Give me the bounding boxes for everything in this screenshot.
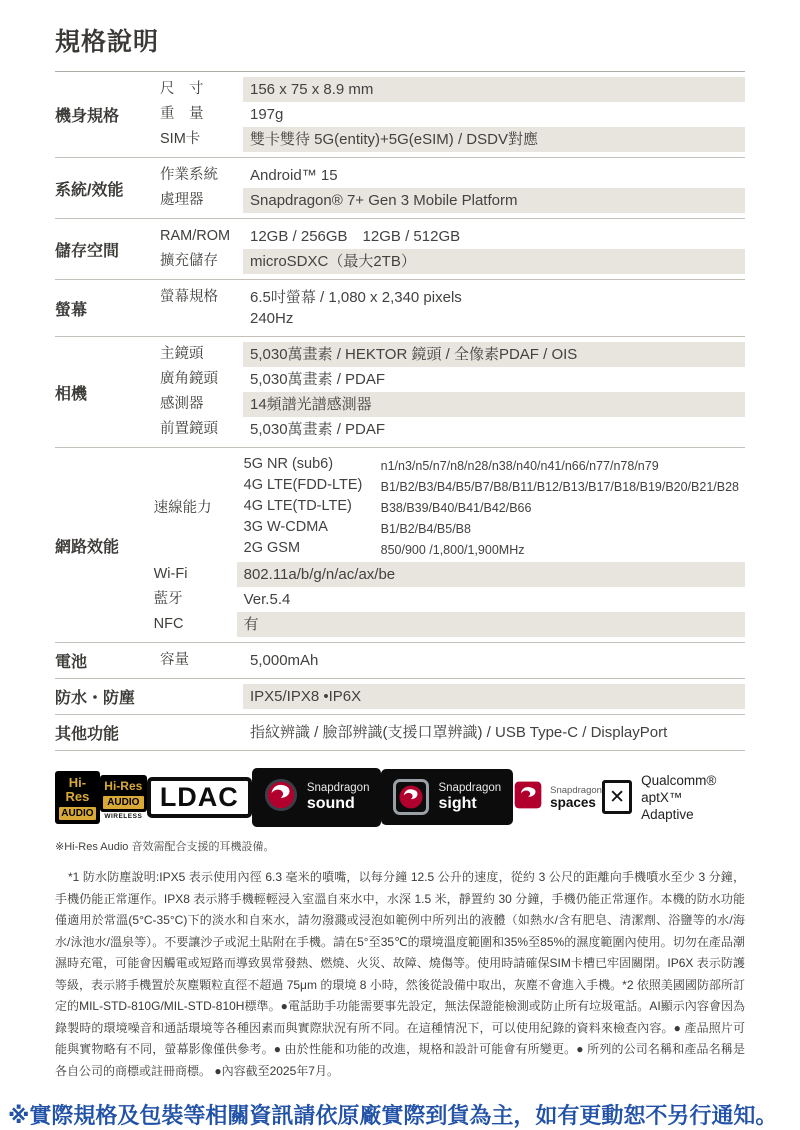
section-label: 機身規格 — [55, 108, 120, 125]
spec-table — [55, 71, 745, 751]
spec-section — [55, 643, 745, 679]
value-line: 雙卡雙待 5G(entity)+5G(eSIM) / DSDV對應 — [250, 131, 538, 148]
band-row — [244, 455, 739, 476]
value-line: 5,000mAh — [250, 652, 319, 669]
snapdragon-brand: Snapdragon — [550, 784, 602, 796]
hires-wireless-sublabel: AUDIO — [103, 796, 144, 809]
snapdragon-spaces-text — [550, 785, 602, 810]
snapdragon-product: sound — [306, 795, 355, 812]
value-line: 802.11a/b/g/n/ac/ax/be — [243, 566, 396, 583]
value-line: 12GB / 256GB 12GB / 512GB — [250, 228, 461, 245]
section-rows — [160, 720, 745, 745]
value-line: 5,030萬畫素 / PDAF — [250, 371, 386, 388]
section-rows — [160, 224, 745, 274]
section-label: 其他功能 — [55, 726, 120, 743]
spec-row — [160, 367, 745, 392]
value-line: 指紋辨識 / 臉部辨識(支援口罩辨識) / USB Type-C / DisplayPort — [250, 724, 668, 741]
row-label — [160, 684, 243, 686]
section-label: 儲存空間 — [55, 242, 120, 260]
row-value — [243, 77, 745, 102]
section-label: 螢幕 — [55, 301, 88, 319]
snapdragon-spaces-logo — [513, 780, 602, 815]
band-list: n1/n3/n5/n7/n8/n28/n38/n40/n41/n66/n77/n78/n79 — [380, 459, 659, 473]
row-value — [243, 224, 745, 249]
row-value — [243, 102, 745, 127]
snapdragon-sound-logo — [252, 768, 382, 827]
hires-audio-wireless-badge — [100, 775, 147, 812]
row-label: 感測器 — [160, 396, 204, 412]
spec-row — [154, 612, 745, 637]
spec-row — [160, 224, 745, 249]
row-label: Wi-Fi — [153, 566, 188, 582]
value-line: 156 x 75 x 8.9 mm — [250, 81, 374, 98]
row-label: NFC — [153, 616, 184, 632]
value-line: IPX5/IPX8 •IP6X — [250, 688, 362, 705]
row-label: 螢幕規格 — [160, 289, 218, 305]
spec-row — [160, 285, 745, 331]
snapdragon-brand: Snapdragon — [438, 782, 502, 794]
value-line: 240Hz — [250, 310, 294, 327]
value-line: 有 — [243, 616, 259, 633]
section-rows — [154, 453, 745, 637]
section-label: 防水・防塵 — [55, 690, 136, 707]
value-line: Snapdragon® 7+ Gen 3 Mobile Platform — [250, 192, 518, 209]
logo-row — [55, 765, 745, 829]
row-value — [237, 562, 745, 587]
spec-section — [55, 337, 745, 448]
snapdragon-spaces-icon — [513, 780, 543, 815]
value-line: 6.5吋螢幕 / 1,080 x 2,340 pixels — [250, 289, 462, 306]
row-value — [237, 453, 745, 562]
qualcomm-aptx-logo — [602, 772, 745, 823]
row-value — [243, 367, 745, 392]
spec-row — [160, 188, 745, 213]
hires-audio-sublabel: AUDIO — [59, 807, 96, 820]
spec-section — [55, 448, 745, 643]
section-label: 電池 — [55, 654, 88, 671]
row-label: 速線能力 — [153, 500, 212, 516]
band-list: 850/900 /1,800/1,900MHz — [380, 543, 525, 557]
value-line: 14頻譜光譜感測器 — [250, 396, 372, 413]
page-title: 規格說明 — [55, 28, 160, 56]
snapdragon-brand: Snapdragon — [306, 782, 370, 794]
spec-row — [160, 127, 745, 152]
value-line: Ver.5.4 — [243, 591, 291, 608]
section-rows — [160, 648, 745, 673]
ldac-logo: LDAC — [147, 777, 252, 818]
band-tech: 4G LTE(FDD-LTE) — [243, 477, 363, 493]
row-label: 前置鏡頭 — [160, 421, 218, 437]
section-label: 系統/效能 — [55, 181, 124, 199]
disclaimer-text: *1 防水防塵說明:IPX5 表示使用內徑 6.3 毫米的噴嘴，以每分鐘 12.5 公升的速度，從約 3 公尺的距離向手機噴水至少 3 分鐘，手機仍能正常運作。IPX8 表示將手機輕輕浸入室溫自來水中，水深 1.5 米，靜置約 30 分鐘，手機仍能正常運作。本機的防水功能僅適用於常溫(5°C-35°C)下的淡水和自來水，請勿潑濺或浸泡如範例中所列出的液體（如熱水/含有肥皂、清潔劑、浴鹽等的水/海水/泳池水/溫泉等）。不要讓沙子或泥土貼附在手機。請在5°至35℃的環境溫度範圍和35%至85%的濕度範圍內使用。切勿在產品潮濕時充電，可能會因觸電或短路而導致異常發熱、燃燒、火災、故障、燒傷等。使用時請確保SIM卡槽已牢固關閉。IP6X 表示防護等級，表示將手機置於灰塵顆粒直徑不超過 75μm 的環境 8 小時，然後從設備中取出，灰塵不會進入手機。*2 依照美國國防部所訂定的MIL-STD-810G/MIL-STD-810H標準。●電話助手功能需要事先設定，無法保證能檢測或防止所有垃圾電話。AI顯示內容會因為錄製時的環境噪音和通話環境等各種因素而與實際狀況有所不同。在這種情況下，可以使用紀錄的資料來檢查內容。● 產品照片可能與實物略有不同，螢幕影像僅供參考。● 由於性能和功能的改進，規格和設計可能會有所變更。● 所列的公司名稱和產品名稱是各自公司的商標或註冊商標。 ●內容截至2025年7月。 — [55, 870, 745, 1078]
spec-row — [160, 163, 745, 188]
section-rows — [160, 684, 745, 709]
snapdragon-product: spaces — [550, 794, 596, 810]
spec-row — [160, 720, 745, 745]
band-tech: 5G NR (sub6) — [243, 456, 334, 472]
snapdragon-sight-text — [438, 782, 501, 812]
section-rows — [160, 77, 745, 152]
spec-section — [55, 679, 745, 715]
row-label: 處理器 — [160, 192, 204, 208]
aptx-x-icon: ✕ — [602, 780, 632, 814]
snapdragon-camera-icon — [393, 779, 429, 815]
band-list: B38/B39/B40/B41/B42/B66 — [380, 501, 532, 515]
band-row — [244, 476, 739, 497]
value-line: 5,030萬畫素 / PDAF — [250, 421, 386, 438]
value-line: 197g — [250, 106, 284, 123]
band-row — [244, 518, 739, 539]
row-value — [243, 188, 745, 213]
hires-note: ※Hi-Res Audio 音效需配合支援的耳機設備。 — [55, 841, 275, 853]
row-value — [243, 720, 745, 745]
row-label: 作業系統 — [160, 167, 218, 183]
spec-section — [55, 280, 745, 337]
spec-row — [154, 562, 745, 587]
row-value — [237, 587, 745, 612]
row-value — [243, 163, 745, 188]
spec-row — [160, 684, 745, 709]
snapdragon-orb-icon — [264, 778, 298, 817]
section-label: 網路效能 — [55, 538, 120, 556]
section-rows — [160, 163, 745, 213]
row-label — [160, 720, 243, 722]
spec-row — [160, 77, 745, 102]
hires-audio-label: Hi-Res — [65, 774, 90, 804]
row-value — [243, 417, 745, 442]
bottom-notice: ※實際規格及包裝等相關資訊請依原廠實際到貨為主，如有更動恕不另行通知。 — [8, 1103, 778, 1128]
aptx-text — [641, 772, 745, 823]
value-line: Android™ 15 — [250, 167, 338, 184]
snapdragon-product: sight — [438, 795, 477, 812]
hires-audio-logo — [55, 771, 100, 824]
value-line: 5,030萬畫素 / HEKTOR 鏡頭 / 全像素PDAF / OIS — [250, 346, 578, 363]
row-label: 重 量 — [160, 106, 204, 122]
band-list: B1/B2/B4/B5/B8 — [380, 522, 471, 536]
spec-row — [160, 417, 745, 442]
spec-section — [55, 158, 745, 219]
band-tech: 3G W-CDMA — [243, 519, 328, 535]
row-label: 主鏡頭 — [160, 346, 204, 362]
row-value — [243, 684, 745, 709]
section-label: 相機 — [55, 385, 88, 403]
row-label: 容量 — [160, 652, 189, 668]
row-label: SIM卡 — [160, 131, 201, 147]
row-label: 藍牙 — [153, 591, 183, 607]
section-rows — [160, 342, 745, 442]
row-value — [243, 342, 745, 367]
hires-wireless-label: Hi-Res — [104, 778, 143, 793]
row-value — [243, 249, 745, 274]
row-value — [243, 285, 745, 331]
spec-row — [160, 392, 745, 417]
row-value — [243, 392, 745, 417]
spec-row — [160, 342, 745, 367]
band-tech: 2G GSM — [243, 540, 301, 556]
aptx-line2: Adaptive — [641, 806, 694, 822]
spec-row — [160, 102, 745, 127]
hires-wireless-caption: WIRELESS — [104, 812, 143, 820]
value-line: microSDXC（最大2TB） — [250, 253, 416, 270]
row-label: 尺 寸 — [160, 81, 204, 97]
row-value — [243, 648, 745, 673]
row-label: 廣角鏡頭 — [160, 371, 218, 387]
spec-row — [154, 587, 745, 612]
spec-section — [55, 715, 745, 751]
row-label: 擴充儲存 — [160, 253, 218, 269]
band-row — [244, 497, 739, 518]
snapdragon-sound-text — [307, 782, 370, 812]
band-row — [244, 539, 739, 560]
hires-audio-wireless-logo — [100, 775, 147, 820]
band-list: B1/B2/B3/B4/B5/B7/B8/B11/B12/B13/B17/B18/B19/B20/B21/B28 — [380, 480, 739, 494]
row-value — [237, 612, 745, 637]
spec-row — [154, 453, 745, 562]
aptx-line1: Qualcomm® aptX™ — [641, 772, 717, 805]
row-label: RAM/ROM — [160, 228, 231, 244]
row-value — [243, 127, 745, 152]
spec-section — [55, 72, 745, 158]
spec-row — [160, 648, 745, 673]
spec-section — [55, 219, 745, 280]
section-rows — [160, 285, 745, 331]
snapdragon-sight-logo — [381, 769, 513, 825]
band-tech: 4G LTE(TD-LTE) — [243, 498, 352, 514]
spec-row — [160, 249, 745, 274]
